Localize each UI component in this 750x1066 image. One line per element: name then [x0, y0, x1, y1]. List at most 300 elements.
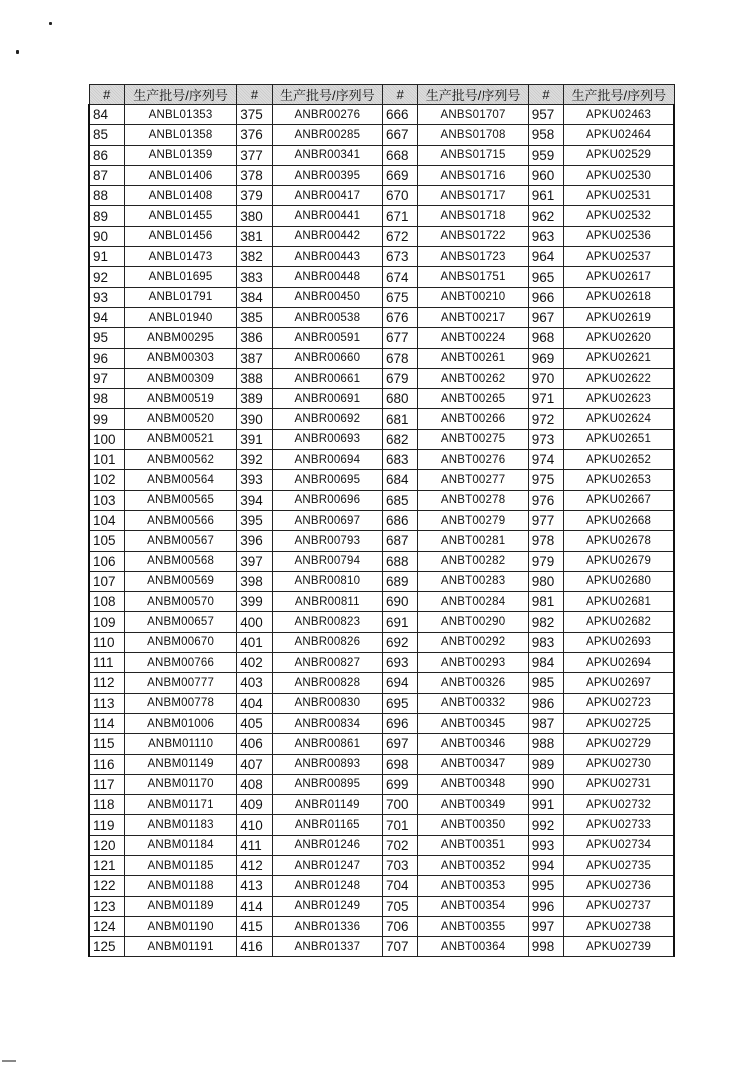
row-number-cell: 704	[383, 876, 418, 896]
row-number-cell: 679	[383, 368, 418, 388]
row-number-cell: 680	[383, 389, 418, 409]
row-number-cell: 966	[528, 287, 563, 307]
batch-serial-cell: APKU02735	[564, 855, 674, 875]
batch-serial-cell: ANBR00661	[272, 368, 382, 388]
batch-serial-cell: ANBM00519	[124, 389, 236, 409]
serial-number-table	[88, 84, 675, 957]
row-number-cell: 90	[89, 226, 124, 246]
batch-serial-cell: APKU02624	[564, 409, 674, 429]
batch-serial-cell: APKU02729	[564, 734, 674, 754]
row-number-cell: 971	[528, 389, 563, 409]
batch-serial-cell: APKU02617	[564, 267, 674, 287]
batch-serial-cell: ANBR01165	[272, 815, 382, 835]
batch-serial-cell: APKU02531	[564, 186, 674, 206]
batch-serial-cell: ANBR01336	[272, 916, 382, 936]
row-number-cell: 691	[383, 612, 418, 632]
row-number-cell: 383	[237, 267, 272, 287]
row-number-cell: 970	[528, 368, 563, 388]
batch-serial-cell: ANBL01940	[124, 307, 236, 327]
batch-serial-cell: ANBR00660	[272, 348, 382, 368]
batch-serial-cell: ANBM01110	[124, 734, 236, 754]
batch-serial-cell: ANBR00695	[272, 470, 382, 490]
row-number-cell: 684	[383, 470, 418, 490]
row-number-cell: 963	[528, 226, 563, 246]
header-number: #	[89, 85, 124, 105]
row-number-cell: 986	[528, 693, 563, 713]
batch-serial-cell: ANBR00828	[272, 673, 382, 693]
table-row	[89, 125, 674, 145]
batch-serial-cell: ANBR01149	[272, 795, 382, 815]
batch-serial-cell: ANBT00350	[418, 815, 528, 835]
row-number-cell: 666	[383, 105, 418, 125]
batch-serial-cell: APKU02622	[564, 368, 674, 388]
batch-serial-cell: ANBT00364	[418, 937, 528, 957]
batch-serial-cell: ANBM00309	[124, 368, 236, 388]
batch-serial-cell: ANBS01715	[418, 145, 528, 165]
row-number-cell: 989	[528, 754, 563, 774]
row-number-cell: 89	[89, 206, 124, 226]
batch-serial-cell: APKU02621	[564, 348, 674, 368]
row-number-cell: 112	[89, 673, 124, 693]
batch-serial-cell: ANBR00417	[272, 186, 382, 206]
batch-serial-cell: APKU02652	[564, 450, 674, 470]
row-number-cell: 381	[237, 226, 272, 246]
table-row	[89, 673, 674, 693]
header-batch-serial: 生产批号/序列号	[418, 85, 528, 105]
row-number-cell: 115	[89, 734, 124, 754]
batch-serial-cell: ANBM00778	[124, 693, 236, 713]
row-number-cell: 687	[383, 531, 418, 551]
row-number-cell: 977	[528, 510, 563, 530]
row-number-cell: 700	[383, 795, 418, 815]
row-number-cell: 976	[528, 490, 563, 510]
batch-serial-cell: ANBR00692	[272, 409, 382, 429]
batch-serial-cell: ANBT00347	[418, 754, 528, 774]
batch-serial-cell: ANBT00217	[418, 307, 528, 327]
row-number-cell: 93	[89, 287, 124, 307]
batch-serial-cell: ANBR00691	[272, 389, 382, 409]
row-number-cell: 974	[528, 450, 563, 470]
batch-serial-cell: ANBR00538	[272, 307, 382, 327]
batch-serial-cell: ANBT00292	[418, 632, 528, 652]
batch-serial-cell: ANBR00827	[272, 653, 382, 673]
batch-serial-cell: ANBT00345	[418, 713, 528, 733]
batch-serial-cell: APKU02732	[564, 795, 674, 815]
table-row	[89, 267, 674, 287]
row-number-cell: 379	[237, 186, 272, 206]
table-row	[89, 937, 674, 957]
row-number-cell: 92	[89, 267, 124, 287]
row-number-cell: 113	[89, 693, 124, 713]
batch-serial-cell: ANBM00565	[124, 490, 236, 510]
batch-serial-cell: ANBM01170	[124, 774, 236, 794]
row-number-cell: 396	[237, 531, 272, 551]
batch-serial-cell: APKU02463	[564, 105, 674, 125]
batch-serial-cell: ANBM00303	[124, 348, 236, 368]
row-number-cell: 965	[528, 267, 563, 287]
row-number-cell: 669	[383, 165, 418, 185]
batch-serial-cell: ANBR00826	[272, 632, 382, 652]
batch-serial-cell: ANBM01188	[124, 876, 236, 896]
batch-serial-cell: APKU02620	[564, 328, 674, 348]
table-row	[89, 795, 674, 815]
batch-serial-cell: APKU02678	[564, 531, 674, 551]
row-number-cell: 107	[89, 571, 124, 591]
batch-serial-cell: ANBM00569	[124, 571, 236, 591]
row-number-cell: 96	[89, 348, 124, 368]
batch-serial-cell: ANBT00278	[418, 490, 528, 510]
table-row	[89, 571, 674, 591]
batch-serial-cell: APKU02618	[564, 287, 674, 307]
batch-serial-cell: ANBR00693	[272, 429, 382, 449]
row-number-cell: 972	[528, 409, 563, 429]
row-number-cell: 685	[383, 490, 418, 510]
row-number-cell: 390	[237, 409, 272, 429]
batch-serial-cell: ANBM00567	[124, 531, 236, 551]
row-number-cell: 108	[89, 592, 124, 612]
row-number-cell: 678	[383, 348, 418, 368]
batch-serial-cell: ANBS01718	[418, 206, 528, 226]
row-number-cell: 983	[528, 632, 563, 652]
batch-serial-cell: ANBT00262	[418, 368, 528, 388]
row-number-cell: 97	[89, 368, 124, 388]
batch-serial-cell: ANBL01455	[124, 206, 236, 226]
row-number-cell: 668	[383, 145, 418, 165]
batch-serial-cell: ANBR00895	[272, 774, 382, 794]
batch-serial-cell: APKU02651	[564, 429, 674, 449]
batch-serial-cell: ANBS01722	[418, 226, 528, 246]
row-number-cell: 391	[237, 429, 272, 449]
row-number-cell: 377	[237, 145, 272, 165]
row-number-cell: 690	[383, 592, 418, 612]
row-number-cell: 393	[237, 470, 272, 490]
row-number-cell: 964	[528, 247, 563, 267]
batch-serial-cell: APKU02697	[564, 673, 674, 693]
row-number-cell: 987	[528, 713, 563, 733]
row-number-cell: 397	[237, 551, 272, 571]
batch-serial-cell: ANBT00352	[418, 855, 528, 875]
batch-serial-cell: APKU02723	[564, 693, 674, 713]
batch-serial-cell: ANBM00568	[124, 551, 236, 571]
row-number-cell: 967	[528, 307, 563, 327]
batch-serial-cell: ANBR00450	[272, 287, 382, 307]
batch-serial-cell: ANBS01717	[418, 186, 528, 206]
batch-serial-cell: APKU02739	[564, 937, 674, 957]
row-number-cell: 994	[528, 855, 563, 875]
row-number-cell: 984	[528, 653, 563, 673]
batch-serial-cell: APKU02681	[564, 592, 674, 612]
row-number-cell: 707	[383, 937, 418, 957]
row-number-cell: 104	[89, 510, 124, 530]
batch-serial-cell: ANBT00266	[418, 409, 528, 429]
row-number-cell: 402	[237, 653, 272, 673]
batch-serial-cell: ANBR01249	[272, 896, 382, 916]
batch-serial-cell: APKU02693	[564, 632, 674, 652]
row-number-cell: 376	[237, 125, 272, 145]
table-row	[89, 653, 674, 673]
row-number-cell: 985	[528, 673, 563, 693]
batch-serial-cell: ANBT00290	[418, 612, 528, 632]
row-number-cell: 106	[89, 551, 124, 571]
row-number-cell: 387	[237, 348, 272, 368]
row-number-cell: 996	[528, 896, 563, 916]
batch-serial-cell: ANBT00282	[418, 551, 528, 571]
row-number-cell: 968	[528, 328, 563, 348]
batch-serial-cell: ANBR00448	[272, 267, 382, 287]
batch-serial-cell: ANBR01247	[272, 855, 382, 875]
batch-serial-cell: ANBR00794	[272, 551, 382, 571]
batch-serial-cell: ANBR01337	[272, 937, 382, 957]
batch-serial-cell: ANBR01246	[272, 835, 382, 855]
batch-serial-cell: ANBM01171	[124, 795, 236, 815]
table-row	[89, 551, 674, 571]
batch-serial-cell: ANBS01716	[418, 165, 528, 185]
table-row	[89, 531, 674, 551]
row-number-cell: 86	[89, 145, 124, 165]
table-row	[89, 145, 674, 165]
scan-edge-mark	[2, 1060, 16, 1062]
batch-serial-cell: ANBT00224	[418, 328, 528, 348]
batch-serial-cell: ANBT00346	[418, 734, 528, 754]
row-number-cell: 410	[237, 815, 272, 835]
row-number-cell: 409	[237, 795, 272, 815]
table-row	[89, 186, 674, 206]
table-row	[89, 896, 674, 916]
batch-serial-cell: ANBT00281	[418, 531, 528, 551]
row-number-cell: 411	[237, 835, 272, 855]
table-row	[89, 693, 674, 713]
row-number-cell: 979	[528, 551, 563, 571]
batch-serial-cell: ANBR00441	[272, 206, 382, 226]
row-number-cell: 995	[528, 876, 563, 896]
table-row	[89, 165, 674, 185]
row-number-cell: 699	[383, 774, 418, 794]
row-number-cell: 120	[89, 835, 124, 855]
batch-serial-cell: APKU02737	[564, 896, 674, 916]
batch-serial-cell: ANBR00893	[272, 754, 382, 774]
table-row	[89, 287, 674, 307]
row-number-cell: 384	[237, 287, 272, 307]
batch-serial-cell: ANBM00295	[124, 328, 236, 348]
row-number-cell: 98	[89, 389, 124, 409]
row-number-cell: 87	[89, 165, 124, 185]
batch-serial-cell: ANBM01184	[124, 835, 236, 855]
row-number-cell: 84	[89, 105, 124, 125]
batch-serial-cell: ANBL01791	[124, 287, 236, 307]
batch-serial-cell: ANBM00570	[124, 592, 236, 612]
row-number-cell: 388	[237, 368, 272, 388]
row-number-cell: 982	[528, 612, 563, 632]
batch-serial-cell: APKU02731	[564, 774, 674, 794]
row-number-cell: 672	[383, 226, 418, 246]
batch-serial-cell: ANBM01185	[124, 855, 236, 875]
batch-serial-cell: ANBT00283	[418, 571, 528, 591]
row-number-cell: 705	[383, 896, 418, 916]
batch-serial-cell: ANBS01751	[418, 267, 528, 287]
batch-serial-cell: ANBT00265	[418, 389, 528, 409]
batch-serial-cell: ANBT00277	[418, 470, 528, 490]
row-number-cell: 957	[528, 105, 563, 125]
scan-speck	[16, 50, 19, 54]
table-header-row	[89, 85, 674, 105]
row-number-cell: 703	[383, 855, 418, 875]
batch-serial-cell: APKU02738	[564, 916, 674, 936]
batch-serial-cell: APKU02682	[564, 612, 674, 632]
row-number-cell: 375	[237, 105, 272, 125]
row-number-cell: 694	[383, 673, 418, 693]
row-number-cell: 975	[528, 470, 563, 490]
batch-serial-cell: ANBT00284	[418, 592, 528, 612]
row-number-cell: 118	[89, 795, 124, 815]
row-number-cell: 406	[237, 734, 272, 754]
batch-serial-cell: ANBT00351	[418, 835, 528, 855]
batch-serial-cell: ANBL01473	[124, 247, 236, 267]
row-number-cell: 688	[383, 551, 418, 571]
row-number-cell: 111	[89, 653, 124, 673]
row-number-cell: 398	[237, 571, 272, 591]
batch-serial-cell: ANBS01708	[418, 125, 528, 145]
batch-serial-cell: APKU02532	[564, 206, 674, 226]
table-row	[89, 206, 674, 226]
row-number-cell: 692	[383, 632, 418, 652]
row-number-cell: 990	[528, 774, 563, 794]
batch-serial-cell: ANBM01189	[124, 896, 236, 916]
row-number-cell: 94	[89, 307, 124, 327]
batch-serial-cell: APKU02536	[564, 226, 674, 246]
batch-serial-cell: ANBL01406	[124, 165, 236, 185]
row-number-cell: 378	[237, 165, 272, 185]
batch-serial-cell: ANBM00766	[124, 653, 236, 673]
row-number-cell: 416	[237, 937, 272, 957]
batch-serial-cell: ANBM00657	[124, 612, 236, 632]
row-number-cell: 114	[89, 713, 124, 733]
table-body	[89, 105, 674, 957]
row-number-cell: 110	[89, 632, 124, 652]
batch-serial-cell: ANBL01353	[124, 105, 236, 125]
row-number-cell: 998	[528, 937, 563, 957]
row-number-cell: 382	[237, 247, 272, 267]
table-row	[89, 855, 674, 875]
batch-serial-cell: ANBM01191	[124, 937, 236, 957]
table-row	[89, 774, 674, 794]
batch-serial-cell: APKU02733	[564, 815, 674, 835]
row-number-cell: 686	[383, 510, 418, 530]
table-row	[89, 490, 674, 510]
batch-serial-cell: ANBR00811	[272, 592, 382, 612]
batch-serial-cell: ANBL01456	[124, 226, 236, 246]
batch-serial-cell: ANBT00332	[418, 693, 528, 713]
batch-serial-cell: ANBT00354	[418, 896, 528, 916]
row-number-cell: 380	[237, 206, 272, 226]
table-row	[89, 592, 674, 612]
row-number-cell: 117	[89, 774, 124, 794]
row-number-cell: 85	[89, 125, 124, 145]
row-number-cell: 671	[383, 206, 418, 226]
batch-serial-cell: ANBL01695	[124, 267, 236, 287]
batch-serial-cell: ANBM01149	[124, 754, 236, 774]
row-number-cell: 978	[528, 531, 563, 551]
row-number-cell: 683	[383, 450, 418, 470]
row-number-cell: 389	[237, 389, 272, 409]
table-row	[89, 876, 674, 896]
table-row	[89, 105, 674, 125]
table-row	[89, 328, 674, 348]
row-number-cell: 958	[528, 125, 563, 145]
row-number-cell: 693	[383, 653, 418, 673]
row-number-cell: 100	[89, 429, 124, 449]
batch-serial-cell: APKU02668	[564, 510, 674, 530]
batch-serial-cell: APKU02529	[564, 145, 674, 165]
batch-serial-cell: ANBT00326	[418, 673, 528, 693]
row-number-cell: 676	[383, 307, 418, 327]
row-number-cell: 109	[89, 612, 124, 632]
row-number-cell: 91	[89, 247, 124, 267]
table-row	[89, 450, 674, 470]
header-number: #	[528, 85, 563, 105]
batch-serial-cell: ANBR00442	[272, 226, 382, 246]
table-row	[89, 835, 674, 855]
batch-serial-cell: ANBM01006	[124, 713, 236, 733]
batch-serial-cell: ANBR00276	[272, 105, 382, 125]
table-row	[89, 632, 674, 652]
row-number-cell: 991	[528, 795, 563, 815]
table-row	[89, 713, 674, 733]
batch-serial-cell: ANBM01183	[124, 815, 236, 835]
table-row	[89, 348, 674, 368]
batch-serial-cell: ANBR00443	[272, 247, 382, 267]
row-number-cell: 403	[237, 673, 272, 693]
batch-serial-cell: ANBR00793	[272, 531, 382, 551]
table-row	[89, 734, 674, 754]
batch-serial-cell: ANBR00697	[272, 510, 382, 530]
batch-serial-cell: APKU02667	[564, 490, 674, 510]
row-number-cell: 981	[528, 592, 563, 612]
batch-serial-cell: ANBM00564	[124, 470, 236, 490]
row-number-cell: 412	[237, 855, 272, 875]
batch-serial-cell: ANBS01707	[418, 105, 528, 125]
batch-serial-cell: APKU02653	[564, 470, 674, 490]
batch-serial-cell: APKU02530	[564, 165, 674, 185]
batch-serial-cell: ANBT00279	[418, 510, 528, 530]
row-number-cell: 997	[528, 916, 563, 936]
row-number-cell: 404	[237, 693, 272, 713]
row-number-cell: 961	[528, 186, 563, 206]
row-number-cell: 681	[383, 409, 418, 429]
scan-speck	[49, 22, 52, 25]
row-number-cell: 124	[89, 916, 124, 936]
row-number-cell: 415	[237, 916, 272, 936]
table-row	[89, 612, 674, 632]
row-number-cell: 667	[383, 125, 418, 145]
table-row	[89, 368, 674, 388]
row-number-cell: 119	[89, 815, 124, 835]
header-number: #	[237, 85, 272, 105]
row-number-cell: 706	[383, 916, 418, 936]
row-number-cell: 677	[383, 328, 418, 348]
row-number-cell: 697	[383, 734, 418, 754]
batch-serial-cell: ANBT00348	[418, 774, 528, 794]
table-row	[89, 510, 674, 530]
row-number-cell: 701	[383, 815, 418, 835]
batch-serial-cell: APKU02623	[564, 389, 674, 409]
row-number-cell: 123	[89, 896, 124, 916]
row-number-cell: 988	[528, 734, 563, 754]
row-number-cell: 394	[237, 490, 272, 510]
batch-serial-cell: APKU02680	[564, 571, 674, 591]
batch-serial-cell: APKU02730	[564, 754, 674, 774]
row-number-cell: 116	[89, 754, 124, 774]
batch-serial-cell: APKU02725	[564, 713, 674, 733]
